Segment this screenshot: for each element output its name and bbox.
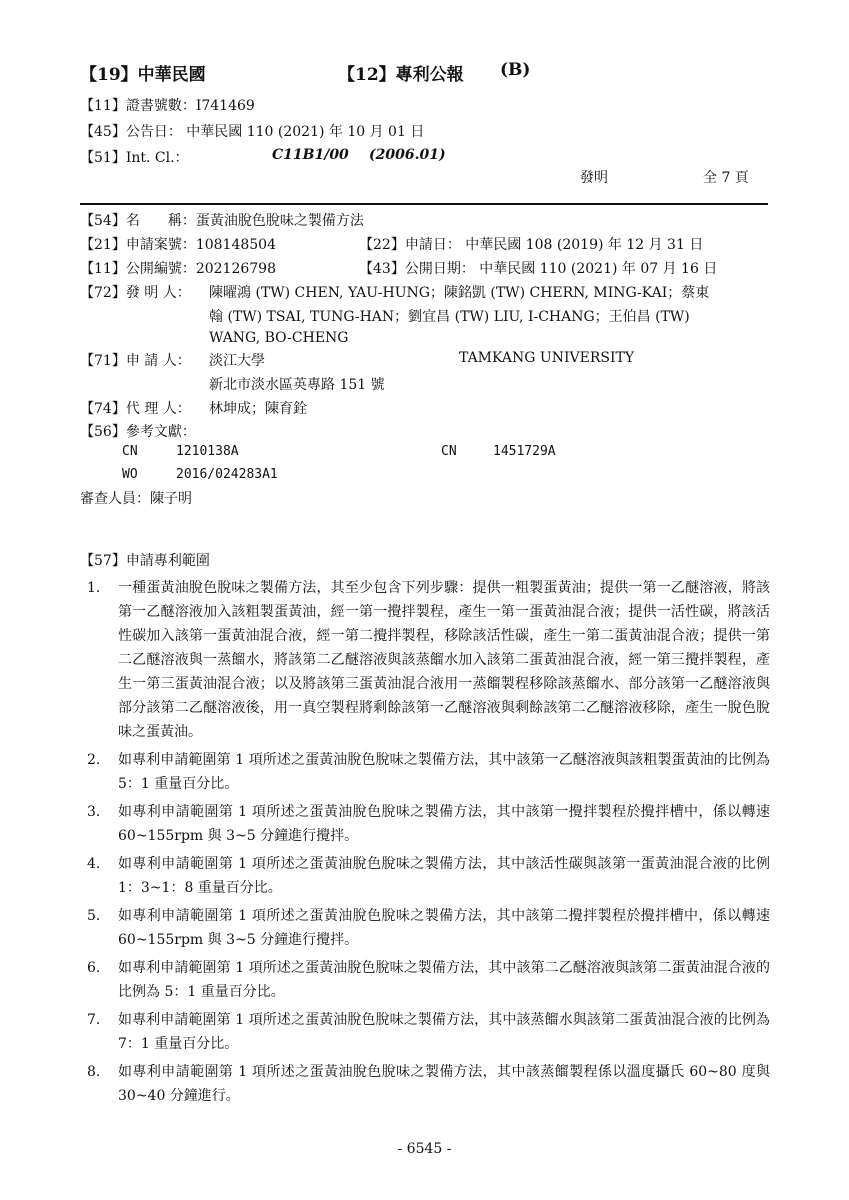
applicant-name: 淡江大學 — [209, 353, 265, 369]
application-number: 【21】申請案號：108148504 — [80, 237, 276, 253]
claim-item — [80, 904, 770, 952]
inventor-line: 陳曜鴻 (TW) CHEN, YAU-HUNG；陳銘凱 (TW) CHERN, MING-KAI；蔡東 — [209, 285, 710, 301]
claim-text: 如專利申請範圍第 1 項所述之蛋黃油脫色脫味之製備方法，其中該蒸餾水與該第二蛋黃油混合液的比例為 7：1 重量百分比。 — [118, 1012, 770, 1052]
int-cl-code: C11B1/00 — [272, 147, 349, 163]
reference-number: 1451729A — [493, 444, 556, 459]
claim-number: 3. — [87, 804, 101, 820]
claim-number: 7. — [87, 1012, 101, 1028]
claim-item — [80, 1060, 770, 1108]
announcement-date: 【45】公告日： 中華民國 110 (2021) 年 10 月 01 日 — [80, 124, 425, 140]
document-kind: (B) — [500, 60, 531, 80]
claim-text: 如專利申請範圍第 1 項所述之蛋黃油脫色脫味之製備方法，其中該活性碳與該第一蛋黃油混合液的比例 1：3~1：8 重量百分比。 — [118, 856, 770, 896]
claims-section — [80, 550, 770, 1112]
page-number: - 6545 - — [397, 1141, 452, 1157]
int-cl-year: (2006.01) — [369, 147, 446, 163]
claim-item — [80, 576, 770, 744]
claim-text: 如專利申請範圍第 1 項所述之蛋黃油脫色脫味之製備方法，其中該第一乙醚溶液與該粗製蛋黃油的比例為 5：1 重量百分比。 — [118, 752, 770, 792]
agent-names: 林坤成；陳育銓 — [209, 401, 307, 417]
publication-date: 【43】公開日期： 中華民國 110 (2021) 年 07 月 16 日 — [359, 261, 718, 277]
patent-title: 【54】名 稱：蛋黃油脫色脫味之製備方法 — [80, 213, 364, 229]
certificate-number: 【11】證書號數：I741469 — [80, 98, 255, 114]
claim-text: 如專利申請範圍第 1 項所述之蛋黃油脫色脫味之製備方法，其中該蒸餾製程係以溫度攝氏 60~80 度與 30~40 分鐘進行。 — [118, 1064, 770, 1104]
claim-item — [80, 852, 770, 900]
claim-item — [80, 748, 770, 796]
applicant-label: 【71】申 請 人： — [80, 353, 191, 369]
claim-text: 如專利申請範圍第 1 項所述之蛋黃油脫色脫味之製備方法，其中該第一攪拌製程於攪拌槽中，係以轉速 60~155rpm 與 3~5 分鐘進行攪拌。 — [118, 804, 770, 844]
inventor-line: WANG, BO-CHENG — [209, 330, 349, 346]
claim-number: 1. — [87, 580, 101, 596]
agent-label: 【74】代 理 人： — [80, 401, 191, 417]
claim-number: 4. — [87, 856, 101, 872]
claim-item — [80, 956, 770, 1004]
country-code: 【19】中華民國 — [80, 65, 206, 85]
claim-text: 一種蛋黃油脫色脫味之製備方法，其至少包含下列步驟：提供一粗製蛋黃油；提供一第一乙醚溶液，將該第一乙醚溶液加入該粗製蛋黃油，經一第一攪拌製程，產生一第一蛋黃油混合液；提供一活性碳，將該活性碳加入該第一蛋黃油混合液，經一第二攪拌製程，移除該活性碳，產生一第二蛋黃油混合液；提供一第二乙醚溶液與一蒸餾水，將該第二乙醚溶液與該蒸餾水加入該第二蛋黃油混合液，經一第三攪拌製程，產生一第三蛋黃油混合液；以及將該第三蛋黃油混合液用一蒸餾製程移除該蒸餾水、部分該第一乙醚溶液與部分該第二乙醚溶液後，用一真空製程將剩餘該第一乙醚溶液與剩餘該第二乙醚溶液移除，產生一脫色脫味之蛋黃油。 — [118, 580, 770, 740]
applicant-address: 新北市淡水區英專路 151 號 — [209, 377, 385, 393]
references-label: 【56】參考文獻： — [80, 424, 196, 440]
reference-country: CN — [441, 444, 457, 459]
header-divider — [80, 203, 768, 205]
document-type: 【12】專利公報 — [338, 65, 464, 85]
claim-item — [80, 1008, 770, 1056]
publication-number: 【11】公開編號：202126798 — [80, 261, 276, 277]
reference-country: CN — [122, 444, 138, 459]
applicant-name-en: TAMKANG UNIVERSITY — [459, 350, 635, 366]
application-date: 【22】申請日： 中華民國 108 (2019) 年 12 月 31 日 — [359, 237, 704, 253]
patent-category: 發明 — [580, 170, 608, 186]
claims-title: 【57】申請專利範圍 — [80, 553, 210, 569]
total-pages: 全 7 頁 — [703, 170, 749, 186]
claim-number: 5. — [87, 908, 101, 924]
reference-number: 1210138A — [176, 444, 239, 459]
reference-country: WO — [122, 467, 138, 482]
claim-number: 2. — [87, 752, 101, 768]
int-cl-label: 【51】Int. Cl.： — [80, 150, 189, 166]
inventor-line: 翰 (TW) TSAI, TUNG-HAN；劉宜昌 (TW) LIU, I-CHANG；王伯昌 (TW) — [209, 309, 690, 325]
claim-text: 如專利申請範圍第 1 項所述之蛋黃油脫色脫味之製備方法，其中該第二乙醚溶液與該第二蛋黃油混合液的比例為 5：1 重量百分比。 — [118, 960, 770, 1000]
claim-item — [80, 800, 770, 848]
claim-number: 8. — [87, 1064, 101, 1080]
claim-text: 如專利申請範圍第 1 項所述之蛋黃油脫色脫味之製備方法，其中該第二攪拌製程於攪拌槽中，係以轉速 60~155rpm 與 3~5 分鐘進行攪拌。 — [118, 908, 770, 948]
reference-number: 2016/024283A1 — [176, 467, 278, 482]
examiner: 審查人員：陳子明 — [80, 491, 192, 507]
inventor-label: 【72】發 明 人： — [80, 285, 191, 301]
claim-number: 6. — [87, 960, 101, 976]
